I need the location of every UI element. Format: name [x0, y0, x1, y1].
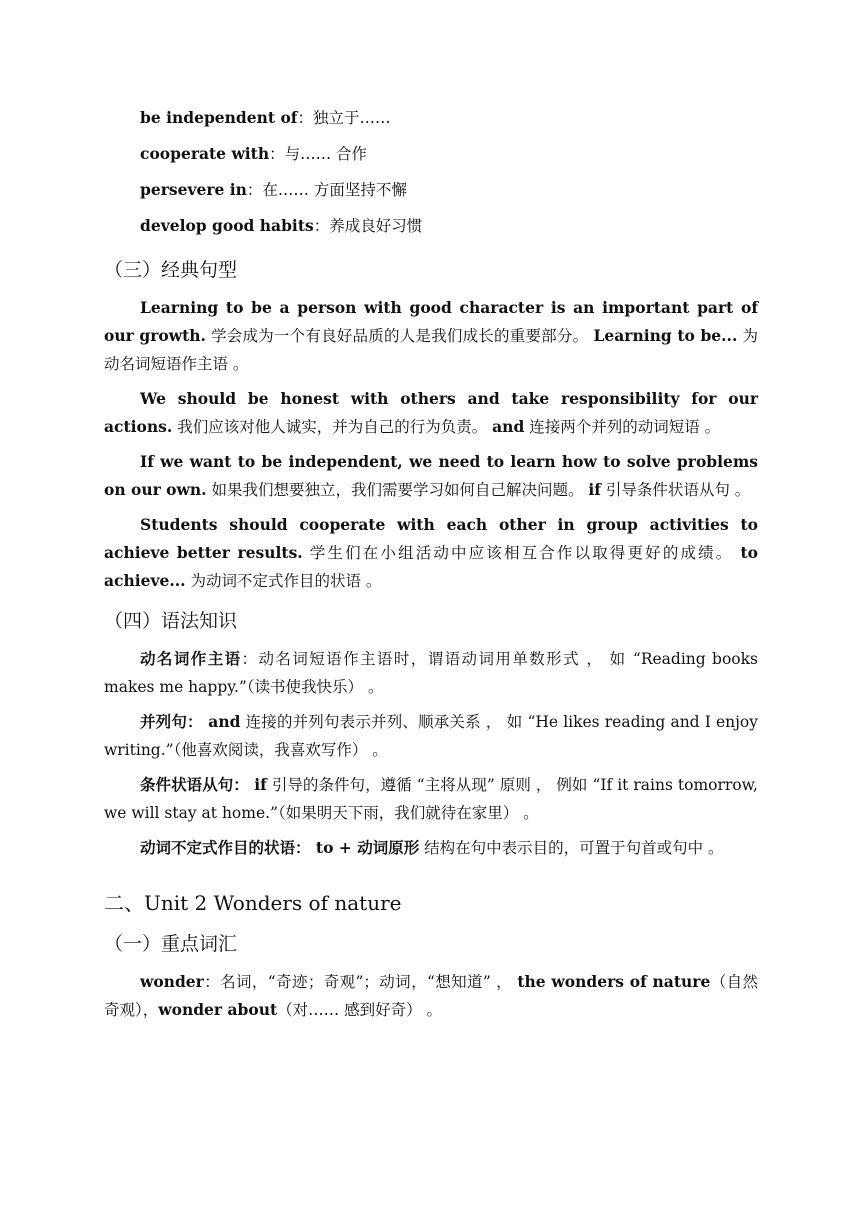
grammar-paragraph: 动词不定式作目的状语： to + 动词原形 结构在句中表示目的，可置于句首或句中 。	[140, 838, 724, 857]
vocab-item: cooperate with：与…… 合作	[140, 144, 368, 163]
vocab-paragraph: wonder：名词，“奇迹；奇观”；动词，“想知道” ， the wonders of nature（自然奇观），wonder about（对…… 感到好奇） 。	[104, 972, 758, 1019]
vocab-list	[140, 100, 758, 244]
unit-heading: 二、Unit 2 Wonders of nature	[104, 891, 402, 915]
sentence-paragraph: If we want to be independent, we need to learn how to solve problems on our own. 如果我们想要独立，我们需要学习如何自己解决问题。 if 引导条件状语从句 。	[104, 452, 758, 499]
vocab-item: persevere in：在…… 方面坚持不懈	[140, 180, 407, 199]
vocab-item: develop good habits：养成良好习惯	[140, 216, 423, 235]
section-heading-grammar: （四）语法知识	[104, 610, 238, 632]
section-heading-key-vocab: （一）重点词汇	[104, 933, 238, 955]
sentence-paragraph: We should be honest with others and take responsibility for our actions. 我们应该对他人诚实，并为自己的行为负责。 and 连接两个并列的动词短语 。	[104, 389, 758, 436]
sentence-paragraph: Students should cooperate with each other in group activities to achieve better results. 学生们在小组活动中应该相互合作以取得更好的成绩。 to achieve... 为动词不定式作目的状语 。	[104, 515, 759, 590]
grammar-paragraph: 条件状语从句： if 引导的条件句，遵循 “主将从现” 原则 ， 例如 “If it rains tomorrow, we will stay at home.”（如果明天下雨，我们就待在家里） 。	[104, 775, 758, 822]
grammar-paragraph: 动名词作主语：动名词短语作主语时，谓语动词用单数形式 ， 如 “Reading books makes me happy.”（读书使我快乐） 。	[104, 650, 758, 696]
grammar-paragraph: 并列句： and 连接的并列句表示并列、顺承关系 ， 如 “He likes reading and I enjoy writing.”（他喜欢阅读，我喜欢写作） 。	[104, 712, 758, 759]
sentence-paragraph: Learning to be a person with good character is an important part of our growth. 学会成为一个有良好品质的人是我们成长的重要部分。 Learning to be... 为动名词短语作主语 。	[104, 298, 758, 373]
document-content	[104, 100, 758, 1031]
vocab-item: be independent of：独立于……	[140, 108, 391, 127]
section-heading-classic-sentences: （三）经典句型	[104, 259, 238, 281]
